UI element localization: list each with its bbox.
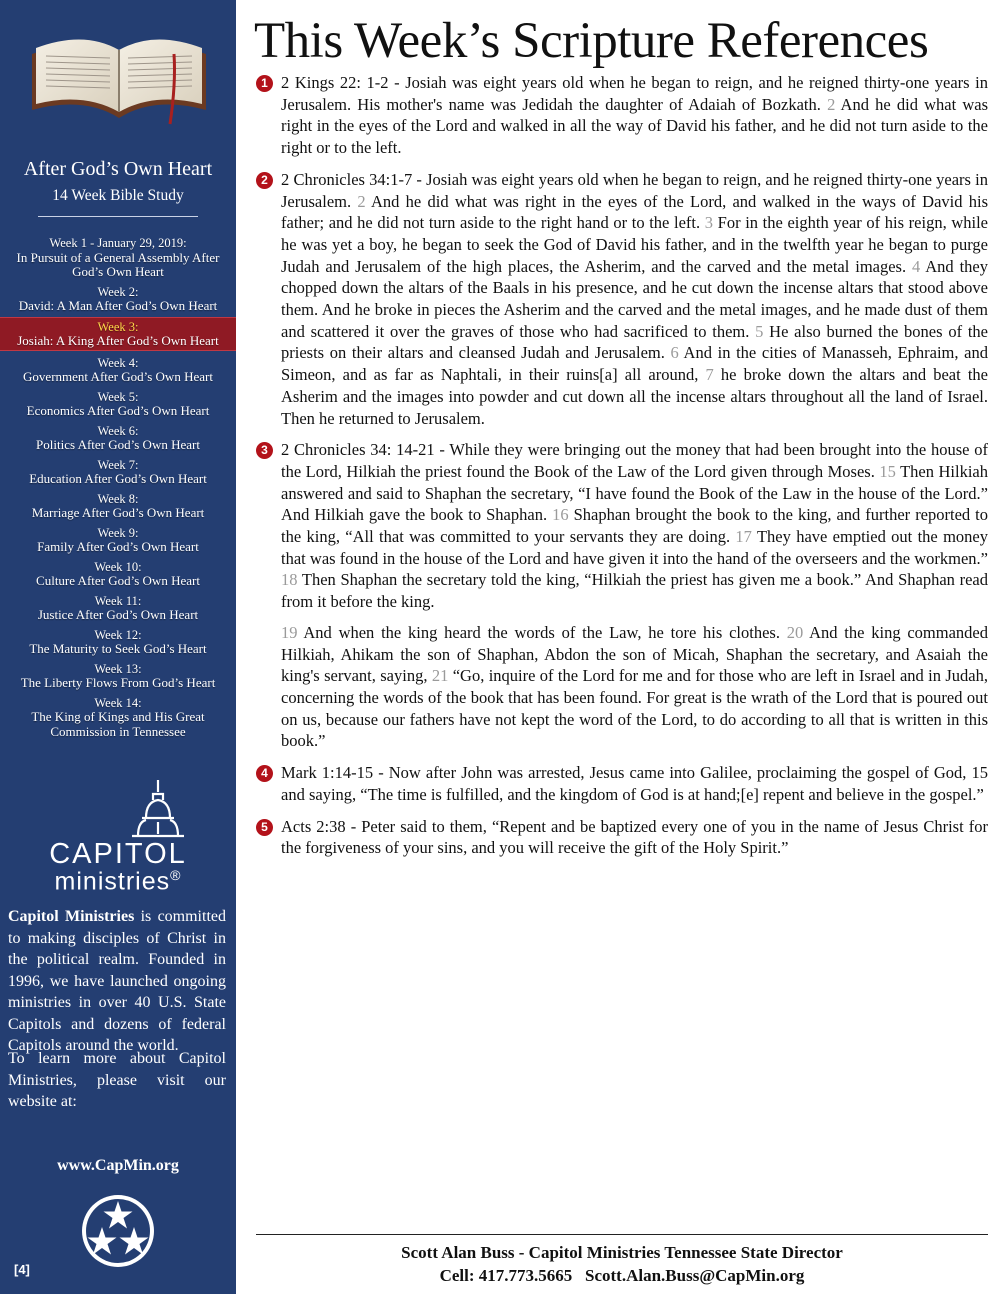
verse-number: 20 [786, 622, 804, 642]
scripture-text: And he did what was right in the eyes of the Lord, and walked in the ways of David his father; and he did not turn aside to the right hand or to the left. [281, 191, 989, 233]
scripture-reference [256, 169, 988, 429]
reference-number-badge: 4 [256, 765, 273, 782]
week-label: Week 7: [97, 457, 139, 472]
week-label: Week 11: [94, 593, 142, 608]
week-item [0, 317, 236, 351]
week-item [0, 526, 236, 555]
verse-number: 21 [431, 666, 449, 686]
brand-capitol: CAPITOL [49, 838, 187, 870]
verse-number: 15 [879, 461, 896, 481]
week-label: Week 14: [94, 695, 142, 710]
scripture-text: 2 Kings 22: 1-2 - Josiah was eight years old when he began to reign, and he reigned thirty-one years in Jerusalem. His mother's name was Jedidah the daughter of Adaiah of Bozkath. [281, 73, 988, 114]
week-item [0, 662, 236, 691]
verse-number: 6 [670, 343, 679, 363]
scripture-text: And he did what was right in the eyes of the Lord and walked in all the way of David his father, and he did not turn aside to the right or to the left. [281, 94, 988, 158]
about-org-name: Capitol Ministries [8, 908, 135, 925]
scripture-text: For in the eighth year of his reign, while he was yet a boy, he began to seek the God of David his father, and in the twelfth year he began to purge Judah and Jerusalem of the high places, the Asherim, and the carved and the metal images. [281, 213, 988, 276]
footer-divider [256, 1234, 988, 1235]
scripture-text: Mark 1:14-15 - Now after John was arrested, Jesus came into Galilee, proclaiming the gospel of God, 15 and saying, “The time is fulfilled, and the kingdom of God is at hand;[e] repent and believe in the gospel.” [281, 763, 988, 804]
week-label: Week 12: [94, 627, 142, 642]
week-label: Week 6: [97, 423, 139, 438]
scripture-text: 2 Chronicles 34: 14-21 - While they were bringing out the money that had been brought into the house of the Lord, Hilkiah the priest found the Book of the Law of the Lord given through Moses. [281, 440, 988, 481]
scripture-text: Then Hilkiah answered and said to Shaphan the secretary, “I have found the Book of the Law in the house of the Lord.” And Hilkiah gave the book to Shaphan. [281, 461, 988, 525]
week-list [0, 236, 236, 744]
scripture-text: And they chopped down the altars of the Baals in his presence, and he cut down the incense altars that stood above them. And he broke in pieces the Asherim and the carved and the metal images, and he made dust of them and scattered it over the graves of those who had sacrificed to them. [281, 256, 988, 341]
week-item [0, 424, 236, 453]
page-title: This Week’s Scripture References [254, 13, 929, 69]
scripture-text: They have emptied out the money that was found in the house of the Lord and have given it into the hand of the overseers and the workmen.” [281, 527, 988, 568]
scripture-reference [256, 72, 988, 159]
week-label: Week 8: [97, 491, 139, 506]
reference-number-badge: 3 [256, 442, 273, 459]
tennessee-tri-star-icon [80, 1193, 156, 1269]
week-label: Week 1 - January 29, 2019: [49, 236, 187, 250]
week-title: Economics After God’s Own Heart [26, 403, 210, 418]
week-label: Week 10: [94, 559, 142, 574]
brand-ministries-text: ministries [54, 867, 171, 896]
reference-number-badge: 1 [256, 75, 273, 92]
scripture-text: He also burned the bones of the priests on their altars and cleansed Judah and Jerusalem. [281, 321, 988, 363]
scripture-paragraph [281, 72, 988, 159]
week-title: Education After God’s Own Heart [29, 471, 207, 486]
week-item [0, 560, 236, 589]
week-item [0, 628, 236, 657]
week-item [0, 236, 236, 280]
week-title: Marriage After God’s Own Heart [31, 505, 205, 520]
week-title: David: A Man After God’s Own Heart [18, 298, 218, 313]
week-item [0, 458, 236, 487]
week-title: Family After God’s Own Heart [37, 539, 199, 554]
week-item [0, 390, 236, 419]
week-item [0, 696, 236, 740]
verse-number: 3 [704, 213, 714, 233]
week-title: In Pursuit of a General Assembly After God’s Own Heart [16, 249, 220, 279]
scripture-text: Shaphan brought the book to the king, and further reported to the king, “All that was committed to your servants they are doing. [281, 505, 989, 547]
scripture-text: “Go, inquire of the Lord for me and for those who are left in Israel and in Judah, concerning the words of the book that has been found. For great is the wrath of the Lord that is poured out on us, because our fathers have not kept the word of the Lord, to do according to all that is written in this book.” [281, 666, 988, 751]
sidebar-divider [38, 216, 198, 217]
registered-mark: ® [170, 867, 182, 883]
week-title: Culture After God’s Own Heart [36, 573, 200, 588]
scripture-text: And the king commanded Hilkiah, Ahikam the son of Shaphan, Abdon the son of Micah, Shaphan the secretary, and Asaiah the king's servant, saying, [281, 622, 989, 686]
verse-number: 18 [281, 570, 298, 590]
verse-number: 19 [281, 622, 298, 642]
footer-name: Scott Alan Buss - Capitol Ministries Tennessee State Director [401, 1243, 843, 1262]
scripture-text: And when the king heard the words of the Law, he tore his clothes. [297, 622, 787, 642]
reference-number-badge: 2 [256, 172, 273, 189]
scripture-text: Acts 2:38 - Peter said to them, “Repent and be baptized every one of you in the name of Jesus Christ for the forgiveness of your sins, and you will receive the gift of the Holy Spirit.” [281, 816, 988, 858]
website-link[interactable]: www.CapMin.org [57, 1157, 179, 1174]
verse-number: 17 [735, 527, 752, 547]
scripture-paragraph [281, 439, 988, 613]
week-title: The Maturity to Seek God’s Heart [29, 641, 207, 656]
verse-number: 7 [705, 365, 714, 385]
scripture-paragraph [281, 622, 988, 752]
verse-number: 4 [912, 256, 921, 276]
week-item [0, 285, 236, 314]
scripture-reference [256, 439, 988, 752]
scripture-text: he broke down the altars and beat the Asherim and the images into powder and cut down all the incense altars throughout all the land of Israel. Then he returned to Jerusalem. [281, 365, 988, 428]
reference-number-badge: 5 [256, 819, 273, 836]
week-label: Week 3: [97, 319, 139, 334]
scripture-text: And in the cities of Manasseh, Ephraim, and Simeon, and as far as Naphtali, in their ruins[a] all around, [281, 343, 988, 385]
study-subtitle: 14 Week Bible Study [52, 187, 184, 204]
scripture-paragraph [281, 762, 988, 805]
scripture-text: Then Shaphan the secretary told the king, “Hilkiah the priest has given me a book.” And Shaphan read from it before the king. [281, 570, 988, 612]
week-title: The King of Kings and His Great Commission in Tennessee [31, 709, 205, 739]
scripture-reference [256, 816, 988, 859]
week-title: The Liberty Flows From God’s Heart [20, 675, 216, 690]
week-title: Justice After God’s Own Heart [37, 607, 199, 622]
week-label: Week 9: [97, 525, 139, 540]
week-item [0, 492, 236, 521]
verse-number: 5 [755, 321, 764, 341]
about-text [8, 906, 226, 1057]
verse-number: 2 [357, 191, 366, 211]
week-label: Week 2: [97, 284, 139, 299]
study-title: After God’s Own Heart [23, 158, 213, 180]
footer-contact: Cell: 417.773.5665 Scott.Alan.Buss@CapMin.org [439, 1266, 805, 1285]
scripture-reference [256, 762, 988, 805]
verse-number: 2 [827, 94, 836, 114]
week-title: Josiah: A King After God’s Own Heart [17, 333, 219, 348]
verse-number: 16 [552, 505, 569, 525]
page-number: [4] [14, 1262, 30, 1277]
scripture-list [256, 72, 988, 869]
scripture-paragraph [281, 169, 988, 429]
about-body: is committed to making disciples of Christ in the political realm. Founded in 1996, we have launched ongoing ministries in over 40 U.S. State Capitols and dozens of federal Capitols around the world. [8, 908, 226, 1054]
week-title: Politics After God’s Own Heart [36, 437, 200, 452]
week-label: Week 13: [94, 661, 142, 676]
scripture-paragraph [281, 816, 988, 859]
week-item [0, 356, 236, 385]
brand-ministries [0, 867, 236, 896]
learn-more-text: To learn more about Capitol Ministries, please visit our website at: [8, 1050, 226, 1110]
week-title: Government After God’s Own Heart [23, 369, 213, 384]
week-item [0, 594, 236, 623]
week-label: Week 5: [97, 389, 139, 404]
open-bible-image [24, 14, 214, 132]
week-label: Week 4: [97, 355, 139, 370]
sidebar [0, 0, 236, 1294]
scripture-text: 2 Chronicles 34:1-7 - Josiah was eight years old when he began to reign, and he reigned thirty-one years in Jerusalem. [281, 169, 988, 211]
